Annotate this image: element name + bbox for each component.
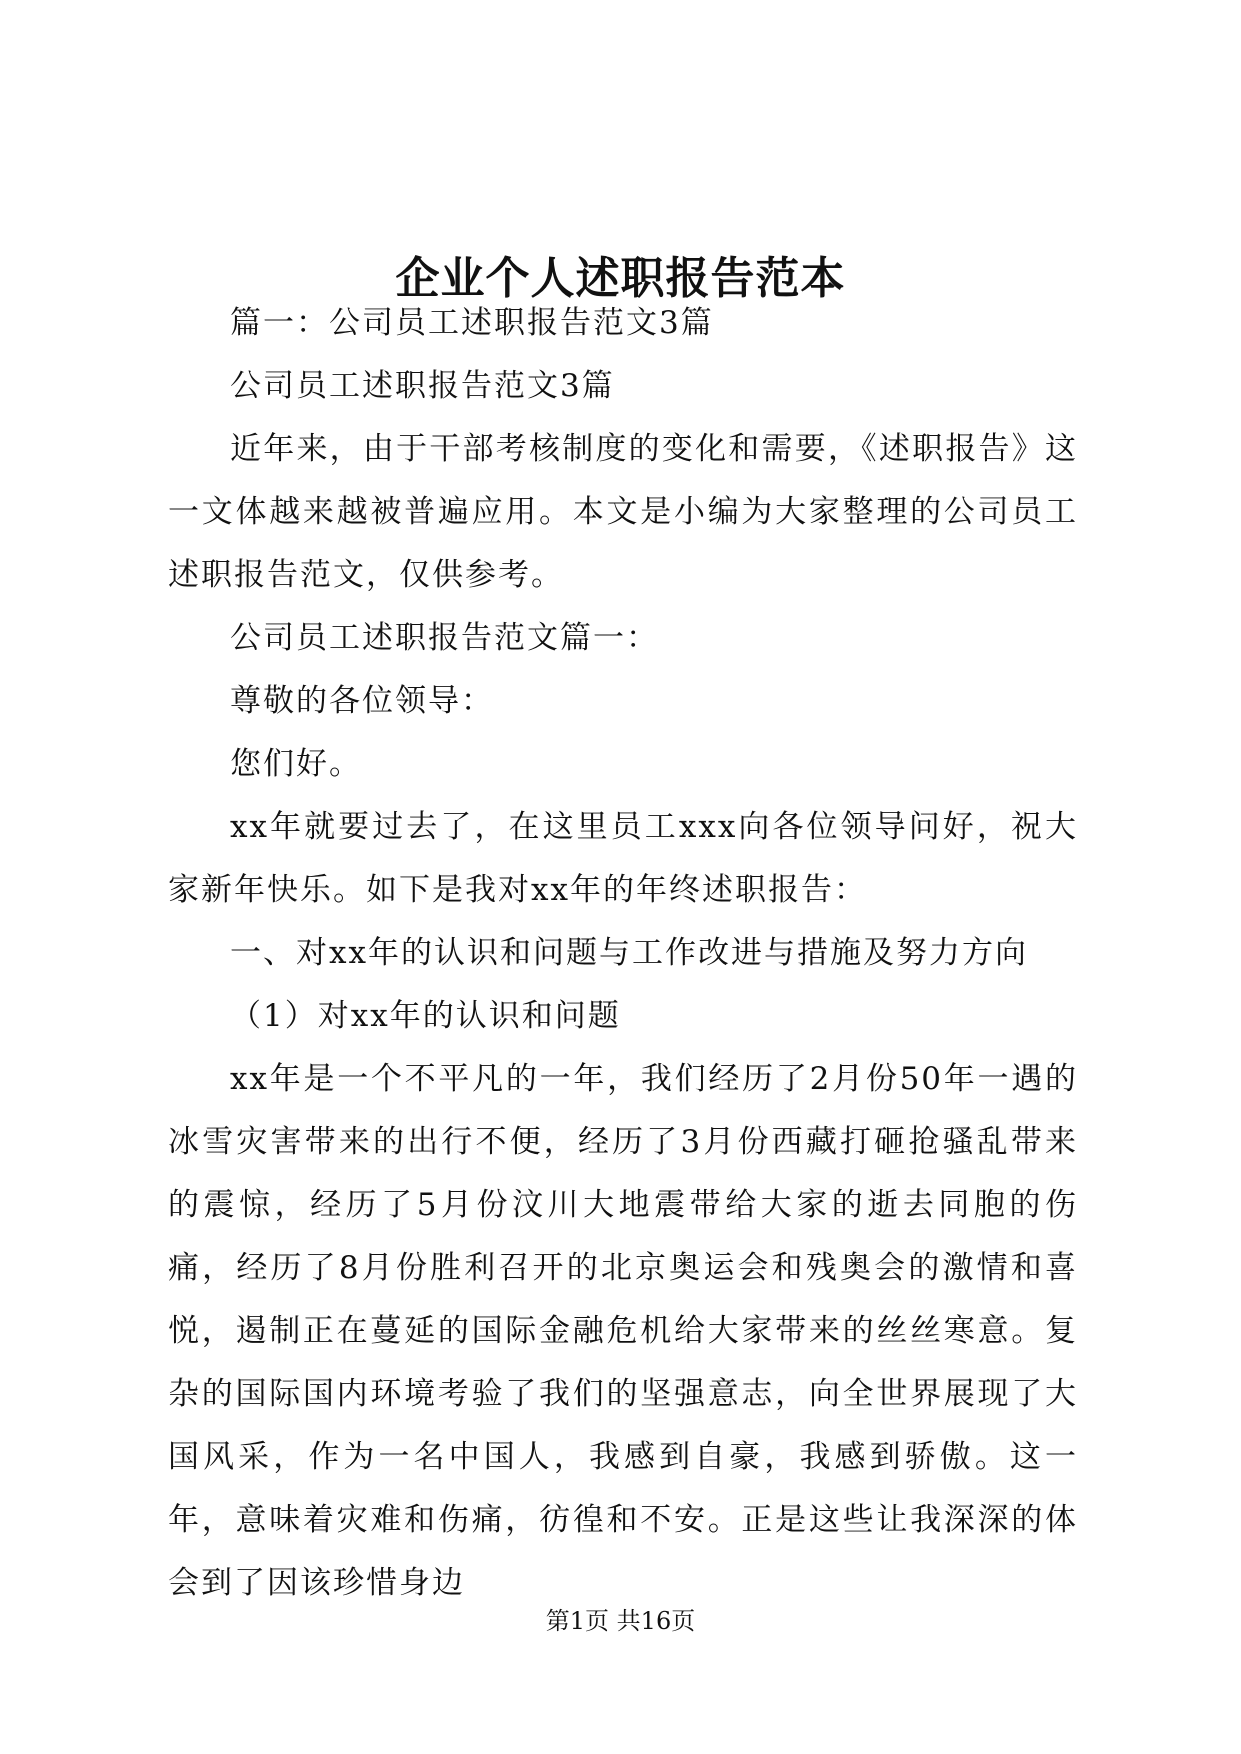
paragraph-intro: 近年来，由于干部考核制度的变化和需要，《述职报告》这一文体越来越被普遍应用。本文是小编为大家整理的公司员工述职报告范文，仅供参考。 xyxy=(168,431,1078,593)
paragraph-greeting: 您们好。 xyxy=(230,746,362,782)
paragraph-sample-heading: 公司员工述职报告范文篇一： xyxy=(230,620,659,656)
document-body xyxy=(168,292,1078,1615)
paragraph-main-content: xx年是一个不平凡的一年，我们经历了2月份50年一遇的冰雪灾害带来的出行不便，经历了3月份西藏打砸抢骚乱带来的震惊，经历了5月份汶川大地震带给大家的逝去同胞的伤痛，经历了8月份胜利召开的北京奥运会和残奥会的激情和喜悦，遏制正在蔓延的国际金融危机给大家带来的丝丝寒意。复杂的国际国内环境考验了我们的坚强意志，向全世界展现了大国风采，作为一名中国人，我感到自豪，我感到骄傲。这一年，意味着灾难和伤痛，彷徨和不安。正是这些让我深深的体会到了因该珍惜身边 xyxy=(168,1061,1078,1601)
page-footer: 第1页 共16页 xyxy=(545,1607,696,1635)
paragraph-subtitle: 公司员工述职报告范文3篇 xyxy=(230,368,615,404)
document-title: 企业个人述职报告范本 xyxy=(395,253,846,305)
paragraph-section-heading: 篇一：公司员工述职报告范文3篇 xyxy=(230,305,714,341)
paragraph-subsection-heading: （1）对xx年的认识和问题 xyxy=(230,998,621,1034)
paragraph-salutation: 尊敬的各位领导： xyxy=(230,683,494,719)
paragraph-opening: xx年就要过去了，在这里员工xxx向各位领导问好，祝大家新年快乐。如下是我对xx年的年终述职报告： xyxy=(168,809,1078,908)
paragraph-part-one-heading: 一、对xx年的认识和问题与工作改进与措施及努力方向 xyxy=(230,935,1028,971)
